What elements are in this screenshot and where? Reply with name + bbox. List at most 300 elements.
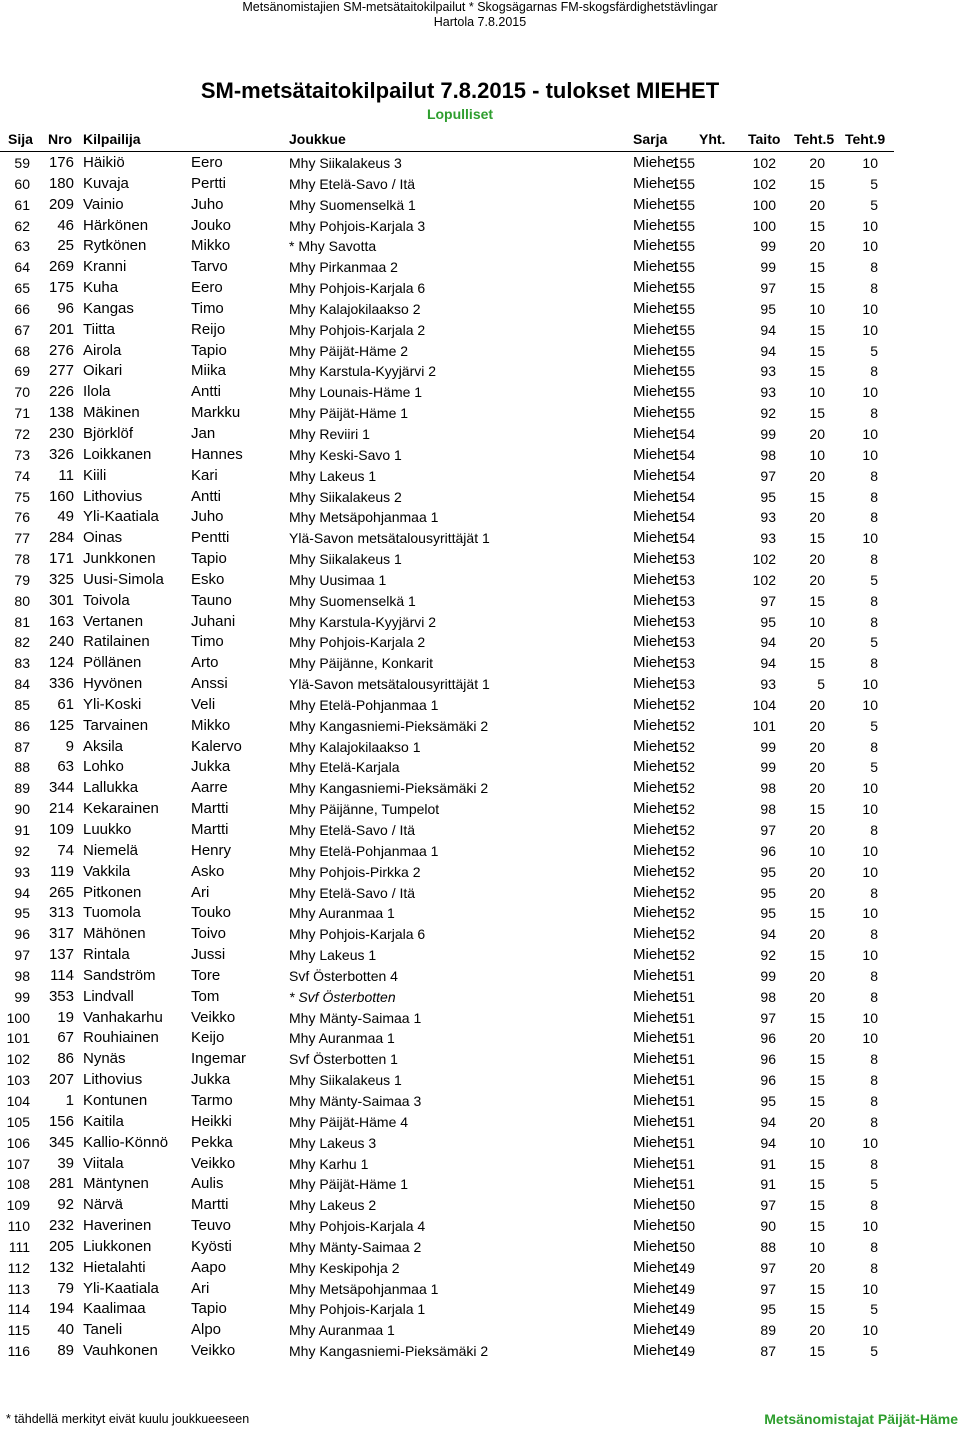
table-row — [0, 256, 960, 277]
task9-cell: 10 — [862, 676, 878, 693]
class-cell: Miehet — [633, 1175, 679, 1193]
skill-cell: 97 — [760, 1259, 776, 1276]
task5-cell: 15 — [809, 1155, 825, 1172]
rank-cell: 65 — [14, 280, 30, 297]
class-cell: Miehet — [633, 1258, 679, 1276]
surname-cell: Sandström — [83, 966, 156, 984]
firstname-cell: Tore — [191, 966, 221, 984]
team-cell: Mhy Auranmaa 1 — [289, 1322, 395, 1339]
task5-cell: 15 — [809, 342, 825, 359]
task5-cell: 20 — [809, 717, 825, 734]
rank-cell: 99 — [14, 988, 30, 1005]
surname-cell: Ilola — [83, 383, 111, 401]
number-cell: 67 — [57, 1029, 74, 1047]
total-cell: 154 — [671, 446, 695, 463]
surname-cell: Lohko — [83, 758, 124, 776]
table-row — [0, 1194, 960, 1215]
class-cell: Miehet — [633, 529, 679, 547]
task9-cell: 5 — [870, 175, 878, 192]
team-cell: Mhy Auranmaa 1 — [289, 905, 395, 922]
number-cell: 175 — [48, 279, 74, 297]
task5-cell: 5 — [817, 676, 825, 693]
total-cell: 152 — [671, 947, 695, 964]
number-cell: 25 — [57, 237, 74, 255]
class-cell: Miehet — [633, 779, 679, 797]
team-cell: Mhy Etelä-Savo / Itä — [289, 175, 416, 192]
total-cell: 155 — [671, 238, 695, 255]
class-cell: Miehet — [633, 154, 679, 171]
skill-cell: 98 — [760, 988, 776, 1005]
task9-cell: 10 — [862, 1218, 878, 1235]
total-cell: 151 — [671, 1155, 695, 1172]
surname-cell: Lithovius — [83, 487, 143, 505]
surname-cell: Yli-Kaatiala — [83, 1279, 159, 1297]
surname-cell: Mäkinen — [83, 404, 140, 422]
firstname-cell: Veli — [191, 695, 216, 713]
task9-cell: 5 — [870, 1343, 878, 1360]
team-cell: Mhy Päijät-Häme 4 — [289, 1113, 409, 1130]
class-cell: Miehet — [633, 341, 679, 359]
table-row — [0, 1111, 960, 1132]
class-cell: Miehet — [633, 279, 679, 297]
class-cell: Miehet — [633, 404, 679, 422]
task9-cell: 10 — [862, 530, 878, 547]
rank-cell: 115 — [7, 1322, 30, 1339]
table-row — [0, 1340, 960, 1361]
skill-cell: 104 — [752, 696, 776, 713]
table-row — [0, 235, 960, 256]
rank-cell: 77 — [14, 530, 30, 547]
table-row — [0, 986, 960, 1007]
surname-cell: Kiili — [83, 466, 107, 484]
surname-cell: Oinas — [83, 529, 123, 547]
class-cell: Miehet — [633, 841, 679, 859]
skill-cell: 93 — [760, 509, 776, 526]
table-row — [0, 1027, 960, 1048]
column-header-sija: Sija — [8, 131, 33, 147]
number-cell: 180 — [48, 174, 74, 192]
skill-cell: 102 — [752, 571, 776, 588]
task5-cell: 10 — [809, 446, 825, 463]
team-cell: Mhy Mänty-Saimaa 2 — [289, 1238, 422, 1255]
table-row — [0, 298, 960, 319]
number-cell: 176 — [48, 154, 74, 171]
skill-cell: 95 — [760, 613, 776, 630]
task9-cell: 10 — [862, 1009, 878, 1026]
firstname-cell: Jouko — [191, 216, 232, 234]
task5-cell: 20 — [809, 425, 825, 442]
task5-cell: 15 — [809, 1051, 825, 1068]
class-cell: Miehet — [633, 1279, 679, 1297]
task5-cell: 15 — [809, 655, 825, 672]
surname-cell: Kaalimaa — [83, 1300, 146, 1318]
task5-cell: 10 — [809, 613, 825, 630]
table-row — [0, 673, 960, 694]
task5-cell: 15 — [809, 280, 825, 297]
class-cell: Miehet — [633, 925, 679, 943]
footnote: * tähdellä merkityt eivät kuulu joukkueeseen — [6, 1412, 250, 1426]
surname-cell: Lithovius — [83, 1071, 143, 1089]
organizer-name: Metsänomistajat Päijät-Häme — [764, 1411, 958, 1427]
number-cell: 205 — [48, 1237, 74, 1255]
total-cell: 151 — [671, 1009, 695, 1026]
class-cell: Miehet — [633, 216, 679, 234]
skill-cell: 100 — [752, 217, 776, 234]
task5-cell: 15 — [809, 1197, 825, 1214]
task9-cell: 8 — [870, 1051, 878, 1068]
firstname-cell: Hannes — [191, 445, 243, 463]
surname-cell: Nynäs — [83, 1050, 126, 1068]
number-cell: 137 — [48, 946, 74, 964]
rank-cell: 88 — [14, 759, 30, 776]
class-cell: Miehet — [633, 821, 679, 838]
firstname-cell: Esko — [191, 570, 225, 588]
class-cell: Miehet — [633, 633, 679, 651]
rank-cell: 67 — [14, 321, 30, 338]
number-cell: 344 — [48, 779, 74, 797]
class-cell: Miehet — [633, 550, 679, 568]
surname-cell: Yli-Koski — [83, 695, 142, 713]
skill-cell: 94 — [760, 655, 776, 672]
task9-cell: 10 — [862, 863, 878, 880]
team-cell: Mhy Pohjois-Karjala 2 — [289, 321, 426, 338]
number-cell: 19 — [57, 1008, 74, 1026]
number-cell: 230 — [48, 424, 74, 442]
surname-cell: Lallukka — [83, 779, 139, 797]
total-cell: 154 — [671, 425, 695, 442]
firstname-cell: Martti — [191, 800, 229, 818]
team-cell: Mhy Suomenselkä 1 — [289, 592, 416, 609]
total-cell: 152 — [671, 759, 695, 776]
total-cell: 153 — [671, 634, 695, 651]
class-cell: Miehet — [633, 612, 679, 630]
number-cell: 49 — [57, 508, 74, 526]
task9-cell: 10 — [862, 384, 878, 401]
task5-cell: 10 — [809, 300, 825, 317]
number-cell: 138 — [48, 404, 74, 422]
task9-cell: 5 — [870, 1301, 878, 1318]
table-row — [0, 1048, 960, 1069]
number-cell: 240 — [48, 633, 74, 651]
firstname-cell: Jukka — [191, 758, 231, 776]
surname-cell: Kuha — [83, 279, 119, 297]
total-cell: 151 — [671, 1051, 695, 1068]
skill-cell: 94 — [760, 342, 776, 359]
surname-cell: Vakkila — [83, 862, 131, 880]
class-cell: Miehet — [633, 445, 679, 463]
task5-cell: 20 — [809, 967, 825, 984]
class-cell: Miehet — [633, 258, 679, 276]
skill-cell: 94 — [760, 926, 776, 943]
team-cell: Mhy Lakeus 1 — [289, 467, 377, 484]
column-header-nro: Nro — [48, 131, 73, 147]
class-cell: Miehet — [633, 883, 679, 901]
number-cell: 124 — [48, 654, 74, 672]
total-cell: 153 — [671, 613, 695, 630]
team-cell: Mhy Siikalakeus 3 — [289, 155, 402, 171]
task9-cell: 8 — [870, 509, 878, 526]
total-cell: 155 — [671, 155, 695, 171]
class-cell: Miehet — [633, 508, 679, 526]
total-cell: 153 — [671, 551, 695, 568]
table-row — [0, 1236, 960, 1257]
class-cell: Miehet — [633, 966, 679, 984]
rank-cell: 101 — [6, 1030, 30, 1047]
rank-cell: 61 — [14, 196, 30, 213]
task5-cell: 10 — [809, 384, 825, 401]
task5-cell: 10 — [809, 842, 825, 859]
rank-cell: 60 — [14, 175, 30, 192]
class-cell: Miehet — [633, 1300, 679, 1318]
rank-cell: 109 — [6, 1197, 30, 1214]
surname-cell: Kontunen — [83, 1091, 148, 1109]
task9-cell: 8 — [870, 967, 878, 984]
team-cell: Mhy Etelä-Pohjanmaa 1 — [289, 842, 439, 859]
task5-cell: 15 — [809, 175, 825, 192]
skill-cell: 98 — [760, 446, 776, 463]
team-cell: Mhy Metsäpohjanmaa 1 — [289, 509, 439, 526]
surname-cell: Liukkonen — [83, 1237, 152, 1255]
rank-cell: 74 — [14, 467, 30, 484]
firstname-cell: Veikko — [191, 1154, 236, 1172]
firstname-cell: Kyösti — [191, 1237, 232, 1255]
task5-cell: 15 — [809, 592, 825, 609]
task5-cell: 15 — [809, 530, 825, 547]
table-row — [0, 173, 960, 194]
table-row — [0, 465, 960, 486]
rank-cell: 97 — [14, 947, 30, 964]
number-cell: 269 — [48, 258, 74, 276]
table-row — [0, 1153, 960, 1174]
task9-cell: 8 — [870, 1113, 878, 1130]
team-cell: Mhy Siikalakeus 2 — [289, 488, 402, 505]
surname-cell: Ratilainen — [83, 633, 150, 651]
task5-cell: 20 — [809, 1030, 825, 1047]
team-cell: Mhy Pohjois-Karjala 6 — [289, 926, 426, 943]
task5-cell: 15 — [809, 1176, 825, 1193]
total-cell: 152 — [671, 801, 695, 818]
team-cell: Mhy Päijät-Häme 2 — [289, 342, 409, 359]
class-cell: Miehet — [633, 466, 679, 484]
class-cell: Miehet — [633, 1133, 679, 1151]
table-row — [0, 1298, 960, 1319]
table-row — [0, 652, 960, 673]
team-cell: Svf Österbotten 4 — [289, 967, 398, 984]
total-cell: 151 — [671, 1134, 695, 1151]
surname-cell: Vertanen — [83, 612, 144, 630]
number-cell: 345 — [48, 1133, 74, 1151]
team-cell: Mhy Pirkanmaa 2 — [289, 259, 398, 276]
task5-cell: 15 — [809, 405, 825, 422]
task9-cell: 10 — [862, 238, 878, 255]
table-row — [0, 360, 960, 381]
task9-cell: 8 — [870, 280, 878, 297]
team-cell: Mhy Kangasniemi-Pieksämäki 2 — [289, 717, 489, 734]
number-cell: 171 — [48, 550, 74, 568]
total-cell: 153 — [671, 571, 695, 588]
table-row — [0, 402, 960, 423]
task5-cell: 20 — [809, 238, 825, 255]
total-cell: 155 — [671, 321, 695, 338]
surname-cell: Rintala — [83, 946, 130, 964]
task5-cell: 10 — [809, 1238, 825, 1255]
team-cell: Mhy Pohjois-Karjala 1 — [289, 1301, 426, 1318]
task5-cell: 20 — [809, 1322, 825, 1339]
surname-cell: Kranni — [83, 258, 127, 276]
number-cell: 61 — [57, 695, 74, 713]
table-row — [0, 423, 960, 444]
team-cell: Mhy Karhu 1 — [289, 1155, 369, 1172]
task9-cell: 8 — [870, 488, 878, 505]
number-cell: 1 — [65, 1091, 74, 1109]
total-cell: 151 — [671, 1030, 695, 1047]
surname-cell: Vainio — [83, 195, 124, 213]
task9-cell: 5 — [870, 196, 878, 213]
rank-cell: 112 — [7, 1259, 30, 1276]
rank-cell: 90 — [14, 801, 30, 818]
class-cell: Miehet — [633, 695, 679, 713]
team-cell: Ylä-Savon metsätalousyrittäjät 1 — [289, 530, 490, 547]
task9-cell: 8 — [870, 822, 878, 838]
number-cell: 201 — [48, 320, 74, 338]
rank-cell: 94 — [14, 884, 30, 901]
surname-cell: Hyvönen — [83, 675, 143, 693]
surname-cell: Närvä — [83, 1196, 124, 1214]
surname-cell: Loikkanen — [83, 445, 152, 463]
class-cell: Miehet — [633, 299, 679, 317]
total-cell: 150 — [671, 1197, 695, 1214]
number-cell: 301 — [48, 591, 74, 609]
skill-cell: 100 — [752, 196, 776, 213]
class-cell: Miehet — [633, 195, 679, 213]
team-cell: Mhy Reviiri 1 — [289, 425, 370, 442]
rank-cell: 95 — [14, 905, 30, 922]
rank-cell: 73 — [14, 446, 30, 463]
total-cell: 150 — [671, 1238, 695, 1255]
task5-cell: 20 — [809, 988, 825, 1005]
team-cell: * Svf Österbotten — [289, 988, 396, 1005]
firstname-cell: Miika — [191, 362, 227, 380]
skill-cell: 92 — [760, 947, 776, 964]
firstname-cell: Kalervo — [191, 737, 242, 755]
total-cell: 149 — [671, 1301, 695, 1318]
team-cell: Mhy Suomenselkä 1 — [289, 196, 416, 213]
firstname-cell: Jussi — [191, 946, 226, 964]
skill-cell: 91 — [760, 1176, 776, 1193]
column-header-kilpailija: Kilpailija — [83, 131, 141, 147]
firstname-cell: Juhani — [191, 612, 236, 630]
surname-cell: Taneli — [83, 1321, 123, 1339]
table-row — [0, 506, 960, 527]
table-row — [0, 152, 960, 173]
surname-cell: Björklöf — [83, 424, 134, 442]
rank-cell: 92 — [14, 842, 30, 859]
number-cell: 9 — [65, 737, 74, 755]
rank-cell: 85 — [14, 696, 30, 713]
skill-cell: 97 — [760, 822, 776, 838]
table-row — [0, 1007, 960, 1028]
task5-cell: 15 — [809, 1343, 825, 1360]
table-row — [0, 1132, 960, 1153]
task9-cell: 5 — [870, 571, 878, 588]
table-row — [0, 527, 960, 548]
number-cell: 326 — [48, 445, 74, 463]
surname-cell: Mäntynen — [83, 1175, 149, 1193]
task9-cell: 10 — [862, 300, 878, 317]
task5-cell: 15 — [809, 801, 825, 818]
class-cell: Miehet — [633, 1154, 679, 1172]
total-cell: 152 — [671, 905, 695, 922]
task5-cell: 15 — [809, 1092, 825, 1109]
table-row — [0, 381, 960, 402]
class-cell: Miehet — [633, 174, 679, 192]
team-cell: Mhy Pohjois-Karjala 2 — [289, 634, 426, 651]
skill-cell: 93 — [760, 530, 776, 547]
task9-cell: 8 — [870, 926, 878, 943]
firstname-cell: Anssi — [191, 675, 228, 693]
rank-cell: 82 — [14, 634, 30, 651]
total-cell: 149 — [671, 1259, 695, 1276]
number-cell: 92 — [57, 1196, 74, 1214]
team-cell: Mhy Kangasniemi-Pieksämäki 2 — [289, 780, 489, 797]
rank-cell: 64 — [14, 259, 30, 276]
class-cell: Miehet — [633, 904, 679, 922]
rank-cell: 89 — [14, 780, 30, 797]
task9-cell: 8 — [870, 405, 878, 422]
class-cell: Miehet — [633, 862, 679, 880]
skill-cell: 99 — [760, 738, 776, 755]
task5-cell: 20 — [809, 696, 825, 713]
task9-cell: 8 — [870, 551, 878, 568]
task9-cell: 5 — [870, 634, 878, 651]
skill-cell: 97 — [760, 1280, 776, 1297]
column-header-teht5: Teht.5 — [794, 131, 835, 147]
task9-cell: 10 — [862, 321, 878, 338]
team-cell: Mhy Kangasniemi-Pieksämäki 2 — [289, 1343, 489, 1360]
task9-cell: 8 — [870, 592, 878, 609]
task5-cell: 20 — [809, 155, 825, 171]
class-cell: Miehet — [633, 1196, 679, 1214]
table-row — [0, 965, 960, 986]
rank-cell: 108 — [6, 1176, 30, 1193]
rank-cell: 100 — [6, 1009, 30, 1026]
class-cell: Miehet — [633, 946, 679, 964]
total-cell: 152 — [671, 738, 695, 755]
task9-cell: 8 — [870, 1092, 878, 1109]
team-cell: Mhy Siikalakeus 1 — [289, 551, 402, 568]
table-row — [0, 631, 960, 652]
rank-cell: 76 — [14, 509, 30, 526]
firstname-cell: Arto — [191, 654, 219, 672]
skill-cell: 93 — [760, 676, 776, 693]
firstname-cell: Alpo — [191, 1321, 222, 1339]
team-cell: Mhy Auranmaa 1 — [289, 1030, 395, 1047]
total-cell: 151 — [671, 1113, 695, 1130]
class-cell: Miehet — [633, 654, 679, 672]
class-cell: Miehet — [633, 424, 679, 442]
number-cell: 39 — [57, 1154, 74, 1172]
task9-cell: 10 — [862, 905, 878, 922]
total-cell: 155 — [671, 217, 695, 234]
rank-cell: 69 — [14, 363, 30, 380]
task5-cell: 20 — [809, 780, 825, 797]
task9-cell: 5 — [870, 717, 878, 734]
number-cell: 40 — [57, 1321, 74, 1339]
total-cell: 153 — [671, 592, 695, 609]
rank-cell: 110 — [7, 1218, 30, 1235]
task5-cell: 20 — [809, 759, 825, 776]
rank-cell: 80 — [14, 592, 30, 609]
